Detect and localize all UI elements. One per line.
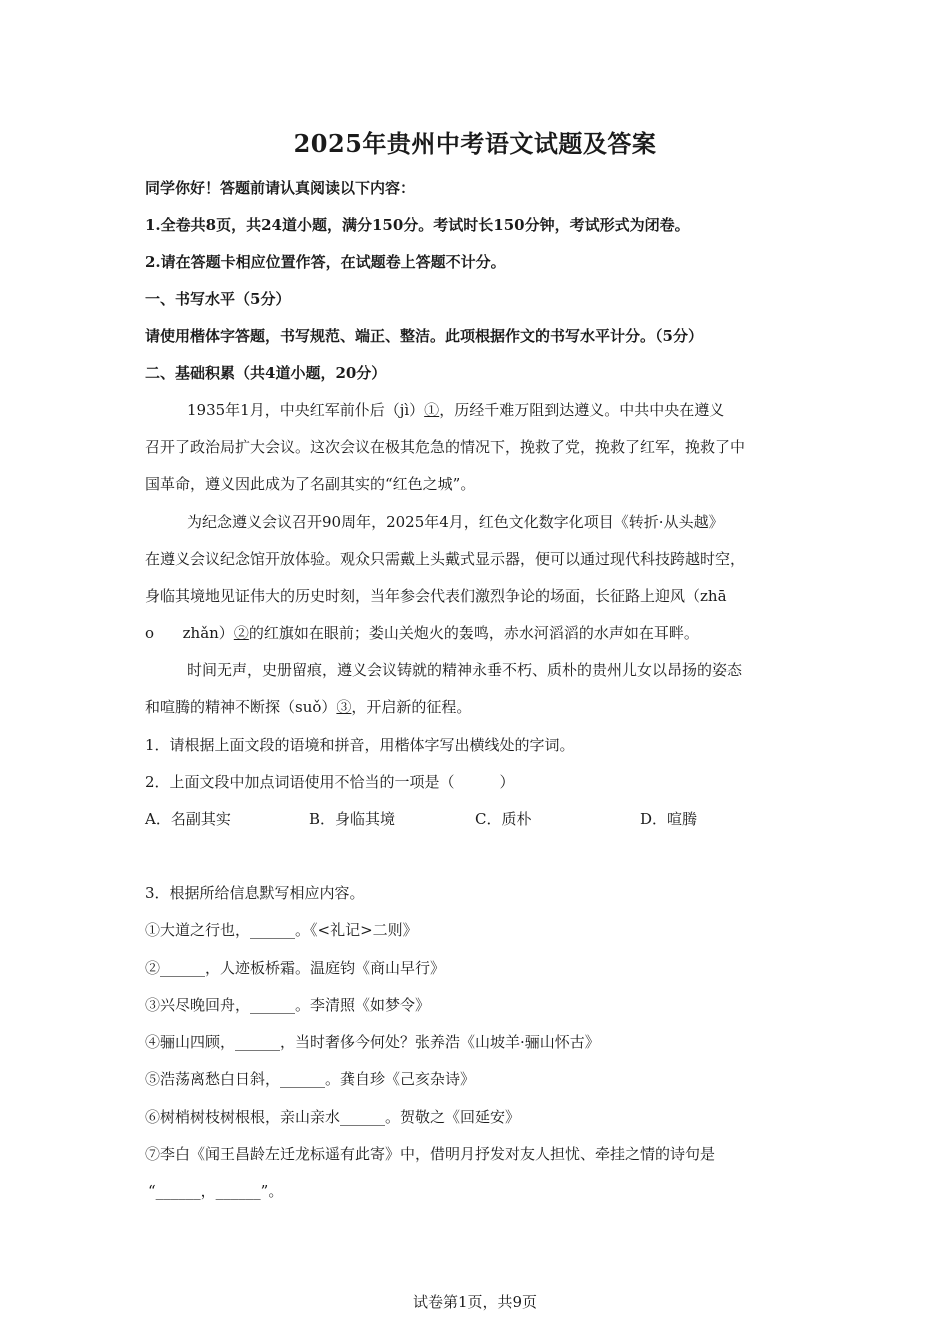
p3-text-b: ，开启新的征程。 — [351, 698, 472, 716]
passage-p2-line3: 身临其境地见证伟大的历史时刻，当年参会代表们激烈争论的场面，长征路上迎风（zhā — [145, 587, 727, 605]
question-1: 1．请根据上面文段的语境和拼音，用楷体字写出横线处的字词。 — [145, 736, 575, 754]
q3-item-5: ⑤浩荡离愁白日斜，______。龚自珍《己亥杂诗》 — [145, 1070, 476, 1088]
p1-text-a: 1935年1月，中央红军前仆后（jì） — [187, 401, 425, 419]
q3-item-3: ③兴尽晚回舟，______。李清照《如梦令》 — [145, 996, 431, 1014]
blank-2: ② — [233, 624, 249, 642]
p2-text-b: 的红旗如在眼前；娄山关炮火的轰鸣，赤水河滔滔的水声如在耳畔。 — [248, 624, 699, 642]
passage-p3-line1: 时间无声，史册留痕，遵义会议铸就的精神永垂不朽、质朴的贵州儿女以昂扬的姿态 — [187, 661, 743, 679]
q3-item-4: ④骊山四顾，______，当时奢侈今何处？张养浩《山坡羊·骊山怀古》 — [145, 1033, 600, 1051]
passage-p1-line2: 召开了政治局扩大会议。这次会议在极其危急的情况下，挽救了党，挽救了红军，挽救了中 — [145, 438, 746, 456]
notice-greeting: 同学你好！答题前请认真阅读以下内容： — [145, 179, 416, 197]
page-title: 2025年贵州中考语文试题及答案 — [293, 129, 657, 158]
notice-item-1: 1.全卷共8页，共24道小题，满分150分。考试时长150分钟，考试形式为闭卷。 — [145, 216, 690, 234]
question-2: 2．上面文段中加点词语使用不恰当的一项是（ ） — [145, 773, 515, 791]
q2-option-c: C．质朴 — [475, 810, 532, 828]
passage-p2-line2: 在遵义会议纪念馆开放体验。观众只需戴上头戴式显示器，便可以通过现代科技跨越时空， — [145, 550, 746, 568]
passage-p1-line1 — [187, 399, 867, 420]
notice-item-2: 2.请在答题卡相应位置作答，在试题卷上答题不计分。 — [145, 253, 506, 271]
q3-item-7-answer: “______，______”。 — [148, 1182, 284, 1200]
p1-text-b: ，历经千难万阻到达遵义。中共中央在遵义 — [439, 401, 725, 419]
q2-option-b: B．身临其境 — [309, 810, 396, 828]
q3-item-7: ⑦李白《闻王昌龄左迁龙标遥有此寄》中，借明月抒发对友人担忧、牵挂之情的诗句是 — [145, 1145, 716, 1163]
page-footer: 试卷第1页，共9页 — [412, 1293, 538, 1311]
question-3: 3．根据所给信息默写相应内容。 — [145, 884, 365, 902]
q2-option-d: D．喧腾 — [640, 810, 698, 828]
q3-item-1: ①大道之行也，______。《<礼记>二则》 — [145, 921, 418, 939]
passage-p3-line2 — [145, 696, 825, 717]
blank-1: ① — [424, 401, 440, 419]
passage-p2-line1: 为纪念遵义会议召开90周年，2025年4月，红色文化数字化项目《转折·从头越》 — [187, 513, 724, 531]
passage-p1-line3: 国革命，遵义因此成为了名副其实的“红色之城”。 — [145, 475, 476, 493]
q3-item-6: ⑥树梢树枝树根根，亲山亲水______。贺敬之《回延安》 — [145, 1108, 521, 1126]
section2-heading: 二、基础积累（共4道小题，20分） — [145, 364, 387, 382]
passage-p2-line4 — [145, 622, 825, 643]
section1-heading: 一、书写水平（5分） — [145, 290, 291, 308]
p2-text-a: o zhǎn） — [145, 624, 234, 642]
blank-3: ③ — [336, 698, 352, 716]
q3-item-2: ②______，人迹板桥霜。温庭钧《商山早行》 — [145, 959, 446, 977]
q2-option-a: A．名副其实 — [145, 810, 231, 828]
section1-text: 请使用楷体字答题，书写规范、端正、整洁。此项根据作文的书写水平计分。（5分） — [145, 327, 703, 345]
p3-text-a: 和喧腾的精神不断探（suǒ） — [145, 698, 337, 716]
